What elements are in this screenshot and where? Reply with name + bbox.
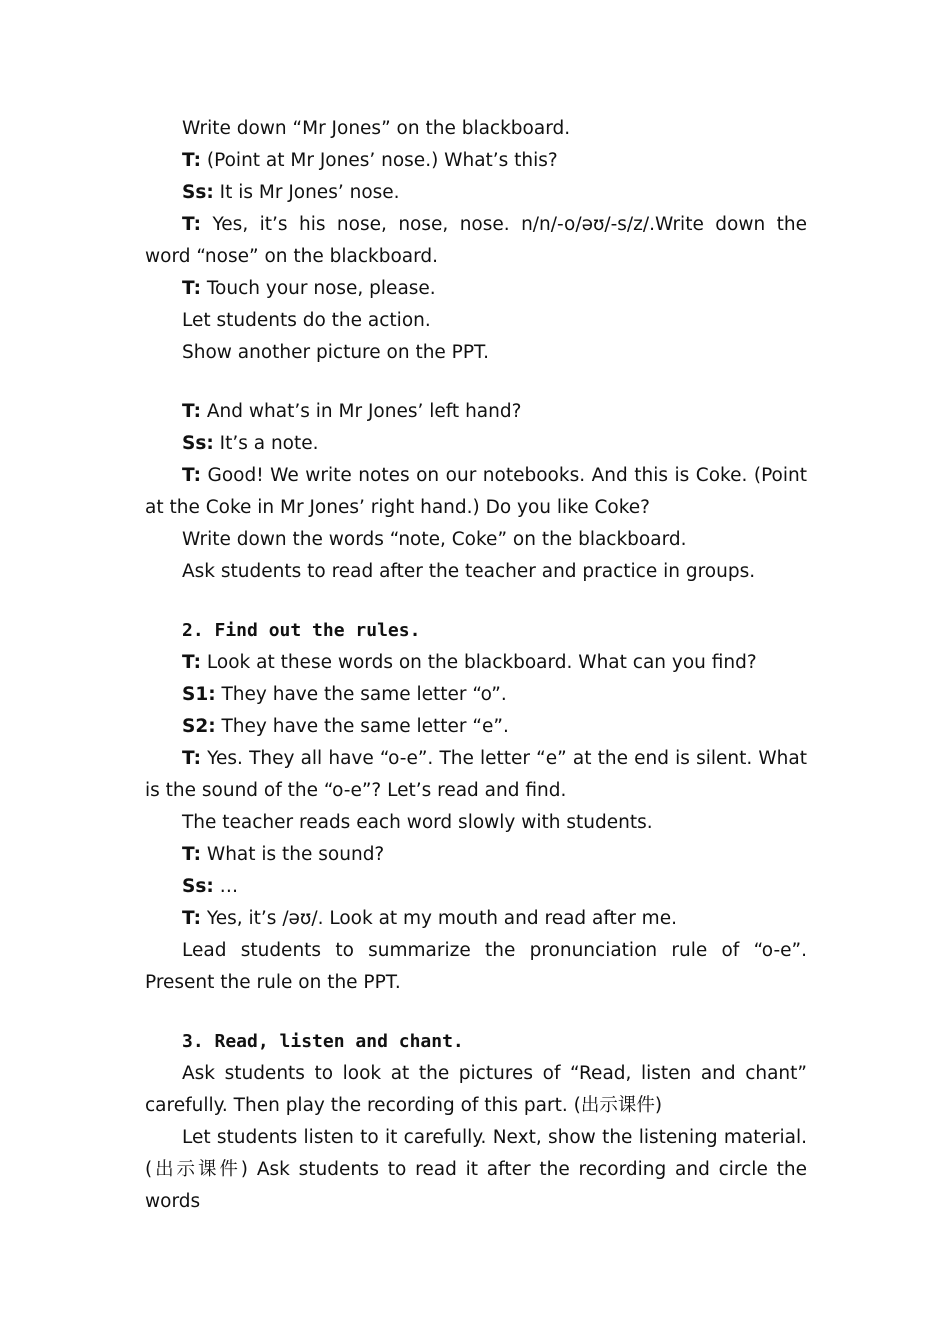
paragraph-text: Lead students to summarize the pronunciation rule of “o-e”. Present the rule on the PPT. [145, 940, 807, 993]
speaker-label: T: [182, 748, 202, 769]
paragraph [145, 524, 807, 556]
paragraph [145, 337, 807, 369]
dialogue-line [145, 839, 807, 871]
paragraph-text: Let students listen to it carefully. Next, show the listening material. (出示课件) Ask students to read it after the recording and circle the words [145, 1127, 807, 1212]
speaker-label: T: [182, 401, 202, 422]
dialogue-line [145, 428, 807, 460]
section-heading-text: 2. Find out the rules. [182, 620, 421, 641]
paragraph [145, 807, 807, 839]
line-text: Yes, it’s his nose, nose, nose. n/n/-o/əʊ/-s/z/.Write down the word “nose” on the blackboard. [145, 214, 807, 267]
line-text: Yes. They all have “o-e”. The letter “e” at the end is silent. What is the sound of the “o-e”? Let’s read and find. [145, 748, 807, 801]
line-text: They have the same letter “e”. [215, 716, 509, 737]
speaker-label: S1: [182, 684, 216, 705]
line-text: And what’s in Mr Jones’ left hand? [201, 401, 522, 422]
speaker-label: T: [182, 150, 202, 171]
dialogue-line [145, 145, 807, 177]
paragraph-text: Write down “Mr Jones” on the blackboard. [182, 118, 571, 139]
speaker-label: Ss: [182, 876, 214, 897]
line-text: Yes, it’s /əʊ/. Look at my mouth and read after me. [201, 908, 677, 929]
line-text: … [213, 876, 239, 897]
speaker-label: T: [182, 908, 202, 929]
line-text: (Point at Mr Jones’ nose.) What’s this? [201, 150, 558, 171]
paragraph-text: Ask students to read after the teacher and practice in groups. [182, 561, 756, 582]
line-text: It’s a note. [213, 433, 319, 454]
paragraph-text: The teacher reads each word slowly with students. [182, 812, 653, 833]
paragraph-text: Show another picture on the PPT. [182, 342, 489, 363]
paragraph-text: Let students do the action. [182, 310, 431, 331]
dialogue-line [145, 460, 807, 524]
paragraph [145, 556, 807, 588]
line-text: It is Mr Jones’ nose. [213, 182, 400, 203]
line-text: What is the sound? [201, 844, 385, 865]
speaker-label: T: [182, 214, 202, 235]
paragraph [145, 305, 807, 337]
lesson-text [145, 113, 807, 1218]
line-text: They have the same letter “o”. [215, 684, 507, 705]
dialogue-line [145, 396, 807, 428]
paragraph [145, 1058, 807, 1122]
paragraph [145, 935, 807, 999]
dialogue-line [145, 903, 807, 935]
paragraph-text: Ask students to look at the pictures of “Read, listen and chant” carefully. Then play the recording of this part. (出示课件) [145, 1063, 807, 1116]
section-heading-text: 3. Read, listen and chant. [182, 1031, 464, 1052]
line-text: Look at these words on the blackboard. What can you find? [201, 652, 757, 673]
dialogue-line [145, 743, 807, 807]
dialogue-line [145, 273, 807, 305]
dialogue-line [145, 711, 807, 743]
dialogue-line [145, 647, 807, 679]
speaker-label: T: [182, 844, 202, 865]
paragraph [145, 113, 807, 145]
speaker-label: T: [182, 465, 202, 486]
dialogue-line [145, 871, 807, 903]
paragraph-text: Write down the words “note, Coke” on the blackboard. [182, 529, 687, 550]
speaker-label: Ss: [182, 433, 214, 454]
speaker-label: Ss: [182, 182, 214, 203]
dialogue-line [145, 209, 807, 273]
dialogue-line [145, 679, 807, 711]
section-heading [145, 615, 807, 647]
speaker-label: T: [182, 278, 202, 299]
line-text: Touch your nose, please. [201, 278, 436, 299]
speaker-label: T: [182, 652, 202, 673]
section-heading [145, 1026, 807, 1058]
dialogue-line [145, 177, 807, 209]
speaker-label: S2: [182, 716, 216, 737]
line-text: Good! We write notes on our notebooks. And this is Coke. (Point at the Coke in Mr Jones’ right hand.) Do you like Coke? [145, 465, 807, 518]
paragraph [145, 1122, 807, 1218]
